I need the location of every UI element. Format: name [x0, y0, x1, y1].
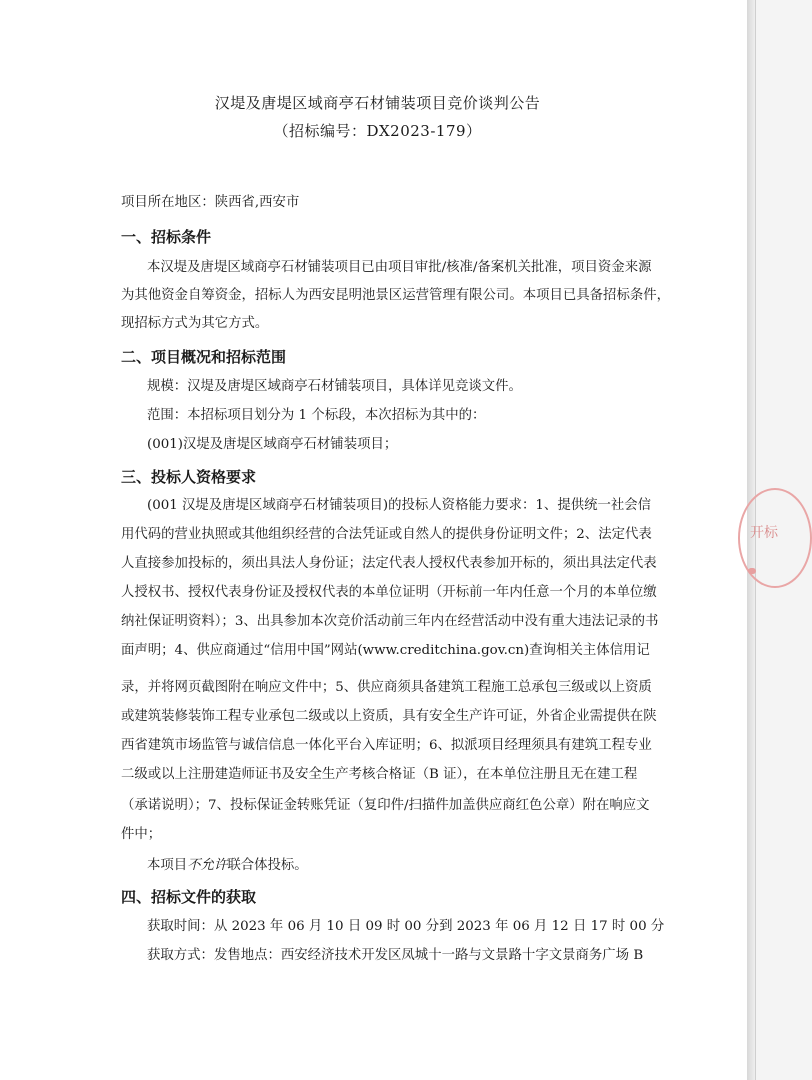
paragraph-line: 用代码的营业执照或其他组织经营的合法凭证或自然人的提供身份证明文件；2、法定代表 [121, 527, 652, 542]
document-title: 汉堤及唐堤区域商亭石材铺装项目竞价谈判公告 [214, 94, 541, 112]
section-heading-overview: 二、项目概况和招标范围 [121, 348, 287, 366]
paragraph-line: 二级或以上注册建造师证书及安全生产考核合格证（B 证），在本单位注册且无在建工程 [121, 767, 638, 782]
seal-mark [748, 568, 756, 574]
paragraph-line: 西省建筑市场监管与诚信信息一体化平台入库证明；6、拟派项目经理须具有建筑工程专业 [121, 738, 652, 753]
paragraph-line: 获取方式：发售地点：西安经济技术开发区凤城十一路与文景路十字文景商务广场 B [147, 948, 644, 963]
paragraph-line: 面声明；4、供应商通过“信用中国”网站(www.creditchina.gov.cn)查询相关主体信用记 [121, 643, 650, 658]
paragraph-line: 录，并将网页截图附在响应文件中；5、供应商须具备建筑工程施工总承包三级或以上资质 [121, 680, 652, 695]
paragraph-line: 为其他资金自筹资金，招标人为西安昆明池景区运营管理有限公司。本项目已具备招标条件， [121, 288, 671, 303]
paragraph-line: 规模：汉堤及唐堤区域商亭石材铺装项目，具体详见竞谈文件。 [147, 379, 522, 394]
paragraph-line: 或建筑装修装饰工程专业承包二级或以上资质，具有安全生产许可证，外省企业需提供在陕 [121, 709, 657, 724]
paragraph-line: 纳社保证明资料）；3、出具参加本次竞价活动前三年内在经营活动中没有重大违法记录的书 [121, 614, 659, 629]
consortium-note [147, 856, 661, 876]
note-prefix: 本项目 [147, 858, 188, 873]
seal-text: 开标 [750, 525, 778, 541]
note-emphasis: 不允许 [187, 858, 228, 873]
paragraph-line: 现招标方式为其它方式。 [121, 316, 269, 331]
paragraph-line: 件中； [121, 827, 162, 842]
document-subtitle: （招标编号：DX2023-179） [273, 122, 482, 140]
paragraph-line: (001)汉堤及唐堤区域商亭石材铺装项目； [147, 437, 398, 452]
paragraph-line: 人直接参加投标的，须出具法人身份证；法定代表人授权代表参加开标的，须出具法定代表 [121, 556, 657, 571]
paragraph-line: 人授权书、授权代表身份证及授权代表的本单位证明（开标前一年内任意一个月的本单位缴 [121, 585, 657, 600]
paragraph-line: 获取时间：从 2023 年 06 月 10 日 09 时 00 分到 2023 年 06 月 12 日 17 时 00 分 [147, 919, 665, 934]
paragraph-line: （承诺说明）；7、投标保证金转账凭证（复印件/扫描件加盖供应商红色公章）附在响应文 [121, 798, 650, 813]
section-heading-documents: 四、招标文件的获取 [121, 888, 257, 906]
note-suffix: 联合体投标。 [227, 858, 308, 873]
section-heading-conditions: 一、招标条件 [121, 228, 212, 246]
paragraph-line: (001 汉堤及唐堤区域商亭石材铺装项目)的投标人资格能力要求：1、提供统一社会信 [147, 498, 652, 513]
section-heading-qualification: 三、投标人资格要求 [121, 468, 257, 486]
paragraph-line: 本汉堤及唐堤区域商亭石材铺装项目已由项目审批/核准/备案机关批准，项目资金来源 [147, 260, 652, 275]
project-location: 项目所在地区：陕西省,西安市 [121, 195, 300, 210]
paragraph-line: 范围：本招标项目划分为 1 个标段，本次招标为其中的： [147, 408, 486, 423]
